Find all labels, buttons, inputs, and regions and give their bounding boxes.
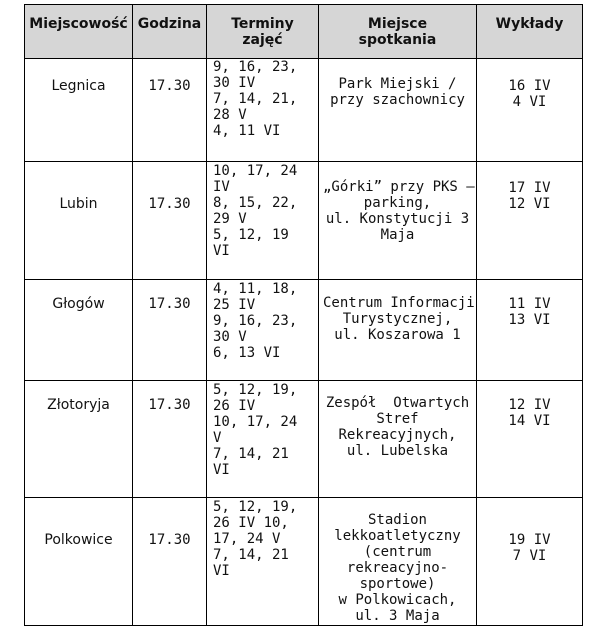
header-place: Miejsce spotkania <box>319 5 477 59</box>
lectures-cell: 12 IV 14 VI <box>477 381 583 498</box>
lectures-cell: 17 IV 12 VI <box>477 162 583 280</box>
hour-cell: 17.30 <box>133 162 207 280</box>
table-body <box>25 59 583 626</box>
dates-cell: 5, 12, 19, 26 IV 10, 17, 24 V 7, 14, 21 VI <box>207 381 319 498</box>
dates-cell: 4, 11, 18, 25 IV 9, 16, 23, 30 V 6, 13 VI <box>207 280 319 381</box>
lectures-cell: 16 IV 4 VI <box>477 59 583 162</box>
city-cell: Lubin <box>25 162 133 280</box>
header-lectures: Wykłady <box>477 5 583 59</box>
dates-cell: 10, 17, 24 IV 8, 15, 22, 29 V 5, 12, 19 VI <box>207 162 319 280</box>
city-cell: Polkowice <box>25 498 133 626</box>
table-header <box>25 5 583 59</box>
header-dates: Terminy zajęć <box>207 5 319 59</box>
table-row <box>25 381 583 498</box>
place-cell: Centrum Informacji Turystycznej, ul. Koszarowa 1 <box>319 280 477 381</box>
place-cell: Park Miejski / przy szachownicy <box>319 59 477 162</box>
table-row <box>25 59 583 162</box>
city-cell: Legnica <box>25 59 133 162</box>
hour-cell: 17.30 <box>133 498 207 626</box>
lectures-cell: 11 IV 13 VI <box>477 280 583 381</box>
schedule-table <box>24 4 583 626</box>
header-city: Miejscowość <box>25 5 133 59</box>
city-cell: Złotoryja <box>25 381 133 498</box>
place-cell: „Górki” przy PKS – parking, ul. Konstytucji 3 Maja <box>319 162 477 280</box>
table-row <box>25 498 583 626</box>
dates-cell: 9, 16, 23, 30 IV 7, 14, 21, 28 V 4, 11 VI <box>207 59 319 162</box>
hour-cell: 17.30 <box>133 381 207 498</box>
dates-cell: 5, 12, 19, 26 IV 10, 17, 24 V 7, 14, 21 VI <box>207 498 319 626</box>
table-row <box>25 162 583 280</box>
hour-cell: 17.30 <box>133 59 207 162</box>
table-row <box>25 280 583 381</box>
header-hour: Godzina <box>133 5 207 59</box>
place-cell: Stadion lekkoatletyczny (centrum rekreacyjno- sportowe) w Polkowicach, ul. 3 Maja <box>319 498 477 626</box>
place-cell: Zespół Otwartych Stref Rekreacyjnych, ul. Lubelska <box>319 381 477 498</box>
city-cell: Głogów <box>25 280 133 381</box>
hour-cell: 17.30 <box>133 280 207 381</box>
lectures-cell: 19 IV 7 VI <box>477 498 583 626</box>
header-row <box>25 5 583 59</box>
